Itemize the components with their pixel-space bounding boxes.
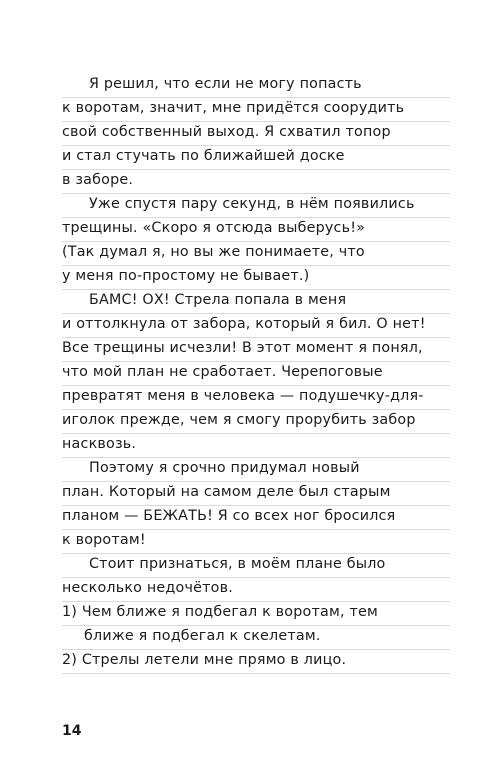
text-line — [62, 530, 450, 554]
text-line-content: Стоит признаться, в моём плане было — [89, 556, 386, 572]
text-line — [62, 626, 450, 650]
text-line — [62, 266, 450, 290]
text-line — [62, 434, 450, 458]
text-line — [62, 98, 450, 122]
text-line — [62, 362, 450, 386]
text-line-content: ближе я подбегал к скелетам. — [84, 628, 321, 644]
text-line — [62, 146, 450, 170]
text-line-content: Все трещины исчезли! В этот момент я понял, — [62, 340, 423, 356]
text-line-content: БАМС! ОХ! Стрела попала в меня — [89, 292, 347, 308]
text-line — [62, 194, 450, 218]
text-line-content: и оттолкнула от забора, который я бил. О нет! — [62, 316, 426, 332]
text-line-content: к воротам, значит, мне придётся соорудить — [62, 100, 405, 116]
text-line-content: (Так думал я, но вы же понимаете, что — [62, 244, 365, 260]
text-line-content: у меня по-простому не бывает.) — [62, 268, 310, 284]
text-line-content: Я решил, что если не могу попасть — [89, 76, 362, 92]
page-number: 14 — [62, 723, 82, 739]
text-line — [62, 602, 450, 626]
text-line — [62, 410, 450, 434]
text-line — [62, 482, 450, 506]
text-line-content: что мой план не сработает. Черепоговые — [62, 364, 383, 380]
text-line — [62, 218, 450, 242]
text-line-content: планом — БЕЖАТЬ! Я со всех ног бросился — [62, 508, 396, 524]
text-line — [62, 338, 450, 362]
text-line-content: Уже спустя пару секунд, в нём появились — [89, 196, 415, 212]
text-line — [62, 458, 450, 482]
text-line-content: несколько недочётов. — [62, 580, 233, 596]
text-line-content: и стал стучать по ближайшей доске — [62, 148, 345, 164]
text-line — [62, 242, 450, 266]
page-text — [62, 74, 450, 674]
text-line — [62, 122, 450, 146]
text-line — [62, 74, 450, 98]
text-line-content: к воротам! — [62, 532, 146, 548]
text-line-content: план. Который на самом деле был старым — [62, 484, 391, 500]
text-line — [62, 314, 450, 338]
text-line-content: свой собственный выход. Я схватил топор — [62, 124, 391, 140]
text-line-content: трещины. «Скоро я отсюда выберусь!» — [62, 220, 366, 236]
text-line — [62, 386, 450, 410]
text-line-content: 1) Чем ближе я подбегал к воротам, тем — [62, 604, 378, 620]
text-line-content: превратят меня в человека — подушечку-для- — [62, 388, 424, 404]
text-line-content: иголок прежде, чем я смогу прорубить забор — [62, 412, 416, 428]
text-line — [62, 554, 450, 578]
text-line-content: насквозь. — [62, 436, 137, 452]
text-line-content: Поэтому я срочно придумал новый — [89, 460, 360, 476]
text-line — [62, 578, 450, 602]
text-line — [62, 170, 450, 194]
text-line-content: в заборе. — [62, 172, 134, 188]
text-line — [62, 650, 450, 674]
text-line — [62, 290, 450, 314]
text-line-content: 2) Стрелы летели мне прямо в лицо. — [62, 652, 347, 668]
text-line — [62, 506, 450, 530]
